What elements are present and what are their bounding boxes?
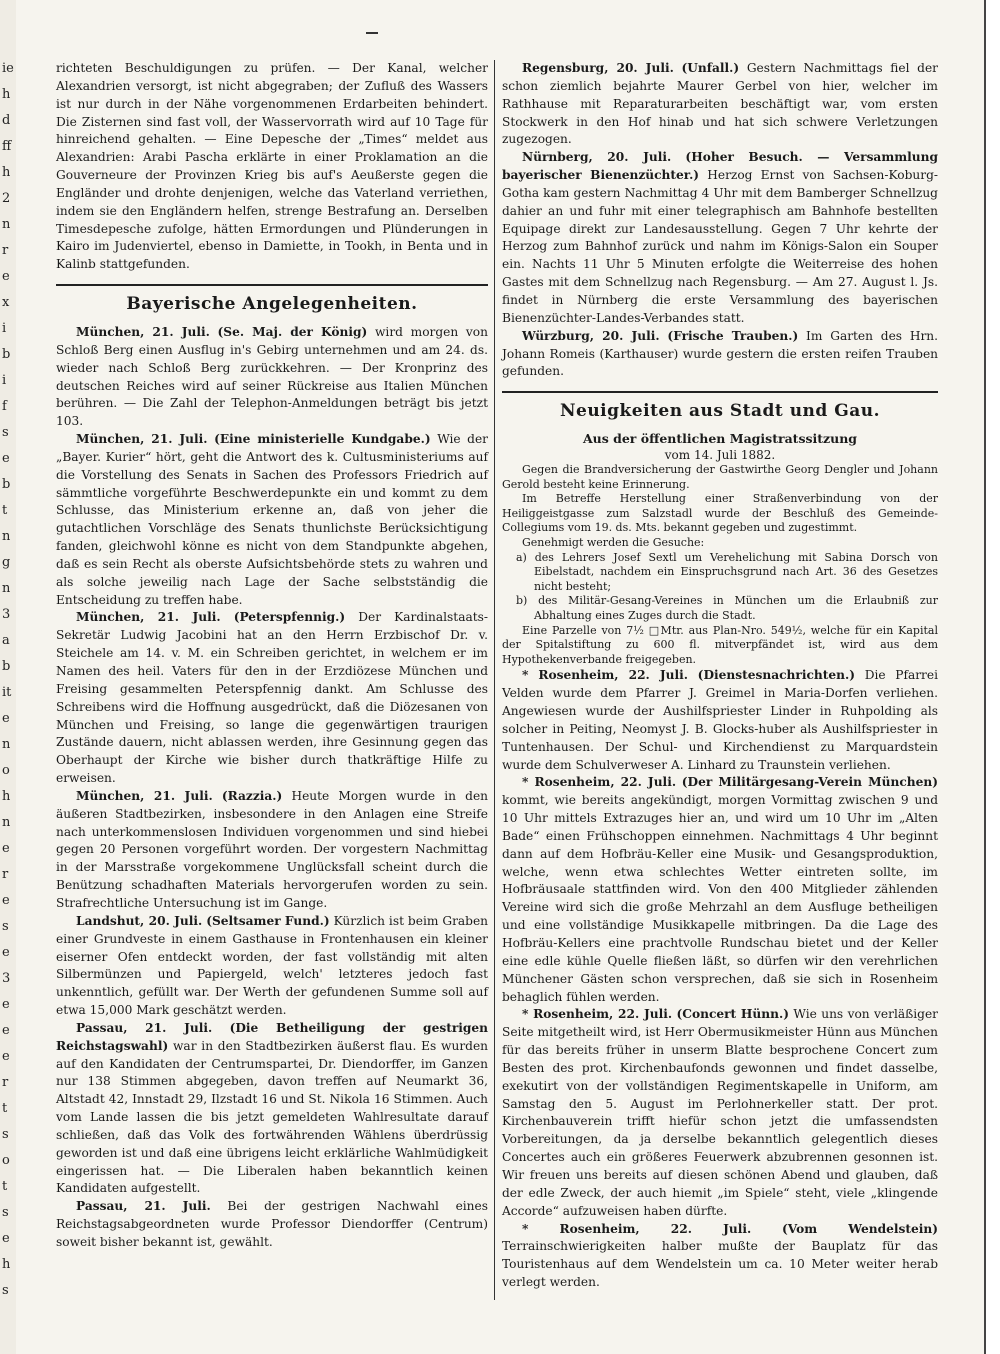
margin-fragment: a (2, 633, 10, 648)
left-margin-strip (0, 0, 16, 1354)
margin-fragment: b (2, 659, 11, 674)
margin-fragment: g (2, 555, 11, 570)
margin-fragment: e (2, 893, 10, 908)
margin-fragment: h (2, 87, 11, 102)
margin-fragment: h (2, 1257, 11, 1272)
right-column (502, 60, 938, 1292)
magistrat-subtitle: Aus der öffentlichen Magistratssitzung (582, 431, 858, 447)
top-mark (366, 32, 378, 34)
article-text: Der Kardinalstaats-Sekretär Ludwig Jacobini hat an den Herrn Erzbischof Dr. v. Steichele am 14. v. M. ein Schreiben gerichtet, in welchem er im Namen des heil. Vaters für den in der Erzdiözese München und Freising gesammelten Peterspfennig dankt. Am Schlusse des Schreibens wird die Hoffnung ausgedrückt, daß die Diözesanen von München und Freising, so lange die gegenwärtigen traurigen Zustände dauern, nicht ablassen werden, ihre Gesinnung gegen das Oberhaupt der Kirche wie bisher durch thatkräftige Hilfe zu erweisen. (56, 610, 488, 786)
article-topic: (Der Militärgesang-Verein München) (681, 775, 938, 790)
margin-fragment: ff (2, 139, 12, 154)
margin-fragment: n (2, 581, 11, 596)
magistrat-paragraph: Gegen die Brandversicherung der Gastwirthe Georg Dengler und Johann Gerold besteht keine Erinnerung. (502, 463, 938, 491)
margin-fragment: t (2, 503, 8, 518)
article (56, 788, 488, 913)
margin-fragment: n (2, 737, 11, 752)
continuation-paragraph: richteten Beschuldigungen zu prüfen. — Der Kanal, welcher Alexandrien versorgt, ist nicht abgegraben; der Zufluß des Wassers ist nur durch in der Nähe vorgenommenen Erdarbeiten behindert. Die Zisternen sind fast voll, der Wasservorrath wird auf 10 Tage für hinreichend gehalten. — Eine Depesche der „Times“ meldet aus Alexandrien: Arabi Pascha erklärte in einer Proklamation an die Gouverneure der Provinzen Krieg bis auf's Aeußerste gegen die Engländer und drohte denjenigen, welche das Vaterland verriethen, indem sie den Engländern helfen, strenge Bestrafung an. Derselben Timesdepesche zufolge, hätten Ermordungen und Plünderungen in Kairo im Judenviertel, ebenso in Damiette, in Tookh, in Benta und in Kalinb stattgefunden. (56, 61, 488, 272)
article (56, 1020, 488, 1198)
margin-fragment: o (2, 763, 10, 778)
margin-fragment: 2 (2, 191, 11, 206)
article (502, 667, 938, 774)
article (502, 328, 938, 382)
article-text: Im Garten des Hrn. Johann Romeis (Karthauser) wurde gestern die ersten reifen Trauben gefunden. (502, 328, 939, 379)
article-dateline: Passau, 21. Juli. (76, 1199, 211, 1214)
margin-fragment: e (2, 451, 10, 466)
article-topic: (Peterspfennig.) (233, 610, 346, 625)
article-dateline: * Rosenheim, 22. Juli. (522, 668, 688, 683)
article-text: war in den Stadtbezirken äußerst flau. Es wurden auf den Kandidaten der Centrumspartei, Dr. Diendorffer, im Ganzen nur 138 Stimmen abgegeben, davon treffen auf Neumarkt 36, Altstadt 42, Innstadt 29, Ilzstadt 16 und St. Nikola 16 Stimmen. Auch vom Lande lassen die bis jetzt gemeldeten Wahlresultate darauf schließen, daß das Volk des fortwährenden Wählens überdrüssig geworden ist und daß eine übrigens leicht erklärliche Wahlmüdigkeit eingerissen hat. — Die Liberalen haben bekanntlich keinen Kandidaten aufgestellt. (56, 1038, 489, 1196)
margin-fragment: r (2, 243, 9, 258)
magistrat-paragraph: Eine Parzelle von 7½ □Mtr. aus Plan-Nro. 549½, welche für ein Kapital der Spitalstiftung zu 600 fl. mitverpfändet ist, wird aus dem Hypothekenverbande freigegeben. (502, 623, 938, 666)
article-dateline: Würzburg, 20. Juli. (522, 328, 660, 343)
article (502, 149, 938, 327)
margin-fragment: x (2, 295, 10, 310)
article-topic: (Unfall.) (681, 61, 740, 75)
magistrat-item: b) des Militär-Gesang-Vereines in München um die Erlaubniß zur Abhaltung eines Zuges durch die Stadt. (516, 594, 938, 622)
margin-fragment: e (2, 997, 10, 1012)
article-topic: (Dienstesnachrichten.) (697, 668, 855, 683)
article-dateline: Passau, 21. Juli. (76, 1020, 213, 1035)
margin-fragment: s (2, 1205, 9, 1220)
article (502, 60, 938, 149)
article-topic: (Seltsamer Fund.) (206, 913, 330, 928)
article (56, 1198, 488, 1252)
article-dateline: * Rosenheim, 22. Juli. (522, 1221, 752, 1236)
magistrat-date: vom 14. Juli 1882. (664, 448, 776, 463)
article-text: kommt, wie bereits angekündigt, morgen Vormittag zwischen 9 und 10 Uhr mittels Extrazuges hier an, und wird um 10 Uhr im „Alten Bade“ einen Frühschoppen einnehmen. Nachmittags 4 Uhr beginnt dann auf dem Hofbräu-Keller eine Musik- und Gesangsproduktion, welche, wenn etwa schlechtes Wetter eintreten sollte, im Hofbräusaale stattfinden wird. Von den 400 Mitglieder zählenden Vereine wird sich die große Mehrzahl an dem Ausfluge betheiligen und eine vollständige Musikkapelle mitbringen. Da die Lage des Hofbräu-Kellers eine prachtvolle Rundschau bietet und der Keller eine edle kühle Quelle fließen läßt, so dürfen wir den verehrlichen Münchener Gästen schon versprechen, daß sie sich in Rosenheim behaglich fühlen werden. (502, 793, 938, 1004)
article (502, 1221, 938, 1292)
article-dateline: Regensburg, 20. Juli. (522, 61, 674, 75)
margin-fragment: t (2, 1179, 8, 1194)
margin-fragment: e (2, 945, 10, 960)
article-topic: (Se. Maj. der König) (217, 324, 368, 339)
margin-fragment: b (2, 477, 11, 492)
article-dateline: München, 21. Juli. (76, 788, 213, 803)
margin-fragment: n (2, 815, 11, 830)
margin-fragment: e (2, 269, 10, 284)
article-text: Terrainschwierigkeiten halber mußte der Bauplatz für das Touristenhaus auf dem Wendelstein um ca. 10 Meter weiter herab verlegt werden. (502, 1239, 938, 1290)
article (56, 431, 488, 609)
article-topic: (Die Betheiligung der gestrigen Reichstagswahl) (56, 1020, 489, 1053)
margin-fragment: t (2, 1101, 8, 1116)
article-text: Die Pfarrei Velden wurde dem Pfarrer J. Greimel in Maria-Dorfen verliehen. Angewiesen wurde der Aushilfspriester Linder in Ruhpolding als solcher in Peiting, Neomyst J. B. Glocks-huber als Aushilfspriester in Tuntenhausen. Der Schul- und Kirchendienst zu Marquardstein wurde dem Schulverweser A. Linhard zu Traunstein verliehen. (502, 668, 938, 772)
magistrat-item: a) des Lehrers Josef Sextl um Verehelichung mit Sabina Dorsch von Eibelstadt, nachdem ein Einspruchsgrund nach Art. 36 des Gesetzes nicht besteht; (516, 550, 938, 593)
article-text: Wie uns von verläßiger Seite mitgetheilt wird, ist Herr Obermusikmeister Hünn aus München für das bereits früher in unserm Blatte besprochene Concert zum Besten des prot. Kirchenbaufonds gewonnen und findet dasselbe, exekutirt von der vollständigen Regimentskapelle in Uniform, am Samstag den 5. August im Perlohnerkeller statt. Der prot. Kirchenbauverein trifft hiefür schon jetzt die umfassendsten Vorbereitungen, da ja derselbe bekanntlich gelegentlich dieses Concertes auch ein größeres Feuerwerk abzubrennen gesonnen ist. Wir freuen uns bereits auf diesen schönen Abend und glauben, daß der edle Zweck, der auch hiemit „im Spiele“ steht, viele „klingende Accorde“ aufzuweisen haben dürfte. (502, 1007, 938, 1218)
article-text: Bei der gestrigen Nachwahl eines Reichstagsabgeordneten wurde Professor Diendorffer (Centrum) soweit bisher bekannt ist, gewählt. (56, 1199, 488, 1249)
article-topic: (Concert Hünn.) (676, 1007, 790, 1022)
article-topic: (Vom Wendelstein) (782, 1221, 938, 1236)
margin-fragment: e (2, 711, 10, 726)
article-topic: (Frische Trauben.) (667, 328, 799, 343)
margin-fragment: ie (2, 61, 14, 76)
margin-fragment: e (2, 1231, 10, 1246)
margin-fragment: n (2, 217, 11, 232)
margin-fragment: s (2, 1127, 9, 1142)
margin-fragment: it (2, 685, 12, 700)
article-text: Gestern Nachmittags fiel der schon ziemlich bejahrte Maurer Gerbel von hier, welcher im Rathhause mit Reparaturarbeiten beschäftigt war, vom ersten Stockwerk in den Hof hinab und hat sich schwere Verletzungen zugezogen. (502, 61, 939, 147)
article-dateline: München, 21. Juli. (76, 610, 221, 625)
margin-fragment: i (2, 373, 7, 388)
margin-fragment: e (2, 841, 10, 856)
margin-fragment: e (2, 1023, 10, 1038)
section-title-bavarian: Bayerische Angelegenheiten. (56, 284, 488, 314)
article (56, 609, 488, 787)
margin-fragment: b (2, 347, 11, 362)
page-edge (984, 0, 1000, 1354)
margin-fragment: e (2, 1049, 10, 1064)
article-text: Kürzlich ist beim Graben einer Grundveste in einem Gasthause in Frontenhausen ein kleiner eiserner Ofen entdeckt worden, der fast vollständig mit alten Silbermünzen und Papiergeld, welch' letzteres jedoch fast unkenntlich, gefüllt war. Der Werth der gefundenen Summe soll auf etwa 15,000 Mark geschätzt werden. (56, 913, 489, 1018)
article (56, 324, 488, 431)
article-text: wird morgen von Schloß Berg einen Ausflug in's Gebirg unternehmen und am 24. ds. wieder nach Schloß Berg zurückkehren. — Der Kronprinz des deutschen Reiches wird auf seiner Rückreise aus Italien München berühren. — Die Zahl der Telephon-Anmeldungen beträgt bis jetzt 103. (56, 324, 488, 429)
article-topic: (Hoher Besuch. — Versammlung bayerischer Bienenzüchter.) (502, 150, 938, 183)
margin-fragment: s (2, 919, 9, 934)
article-text: Herzog Ernst von Sachsen-Koburg-Gotha kam gestern Nachmittag 4 Uhr mit dem Bamberger Schnellzug dahier an und fuhr mit einer telegraphisch am Bahnhofe bestellten Equipage direkt zur Landesausstellung. Gegen 7 Uhr kehrte der Herzog zum Bahnhof zurück und nahm im Königs-Salon ein Souper ein. Nachts 11 Uhr 5 Minuten erfolgte die Weiterreise des hohen Gastes mit dem Schnellzug nach Regensburg. — Am 27. August l. Js. findet in Nürnberg die erste Versammlung des bayerischen Bienenzüchter-Landes-Verbandes statt. (502, 168, 938, 325)
magistrat-paragraph: Genehmigt werden die Gesuche: (522, 536, 705, 549)
article-topic: (Eine ministerielle Kundgabe.) (214, 432, 431, 447)
margin-fragment: f (2, 399, 7, 414)
margin-fragment: r (2, 1075, 9, 1090)
article-dateline: * Rosenheim, 22. Juli. (522, 1007, 673, 1022)
margin-fragment: h (2, 165, 11, 180)
article (502, 774, 938, 1006)
article (502, 1006, 938, 1220)
article-dateline: München, 21. Juli. (76, 432, 208, 447)
margin-fragment: 3 (2, 607, 11, 622)
magistrat-block (502, 463, 938, 667)
margin-fragment: h (2, 789, 11, 804)
article-text: Wie der „Bayer. Kurier“ hört, geht die Antwort des k. Cultusministeriums auf die Vorstellung des Senats in Sachen des Professors Friedrich auf sämmtliche vorgeführte Beschwerdepunkte ein und kommt zu dem Schlusse, das Ministerium erkenne an, daß von jeher die gutachtlichen Vorschläge des Senats thunlichste Berücksichtigung fanden, gleichwohl könne es nicht von dem Standpunkte abgehen, daß es sein Recht als oberste Aufsichtsbehörde stets zu wahren und als solche jeweilig nach Lage der Sache selbstständig die Entscheidung zu treffen habe. (56, 432, 489, 607)
article (56, 913, 488, 1020)
margin-fragment: n (2, 529, 11, 544)
article-topic: (Razzia.) (221, 788, 283, 803)
margin-fragment: s (2, 425, 9, 440)
margin-fragment: i (2, 321, 7, 336)
margin-fragment: 3 (2, 971, 11, 986)
article-dateline: München, 21. Juli. (76, 324, 210, 339)
article-text: Heute Morgen wurde in den äußeren Stadtbezirken, insbesondere in den Anlagen eine Streife nach unterkommenslosen Individuen vorgenommen und sind hiebei gegen 20 Personen vorgeführt worden. Der vorgestern Nachmittag in der Marsstraße vorgekommene Unglücksfall scheint durch die Benützung schadhaften Materials hervorgerufen worden zu sein. Strafrechtliche Untersuchung ist im Gange. (56, 788, 489, 910)
margin-fragment: r (2, 867, 9, 882)
section-title-local-news: Neuigkeiten aus Stadt und Gau. (502, 391, 938, 421)
article-dateline: * Rosenheim, 22. Juli. (522, 775, 677, 790)
left-column (56, 60, 488, 1252)
margin-fragment: o (2, 1153, 10, 1168)
magistrat-paragraph: Im Betreffe Herstellung einer Straßenverbindung von der Heiliggeistgasse zum Salzstadl wurde der Beschluß des Gemeinde-Collegiums vom 19. ds. Mts. bekannt gegeben und zugestimmt. (502, 492, 938, 535)
column-rule (494, 60, 495, 1300)
article-dateline: Landshut, 20. Juli. (76, 913, 203, 928)
article-dateline: Nürnberg, 20. Juli. (522, 150, 672, 165)
margin-fragment: s (2, 1283, 9, 1298)
margin-fragment: d (2, 113, 11, 128)
